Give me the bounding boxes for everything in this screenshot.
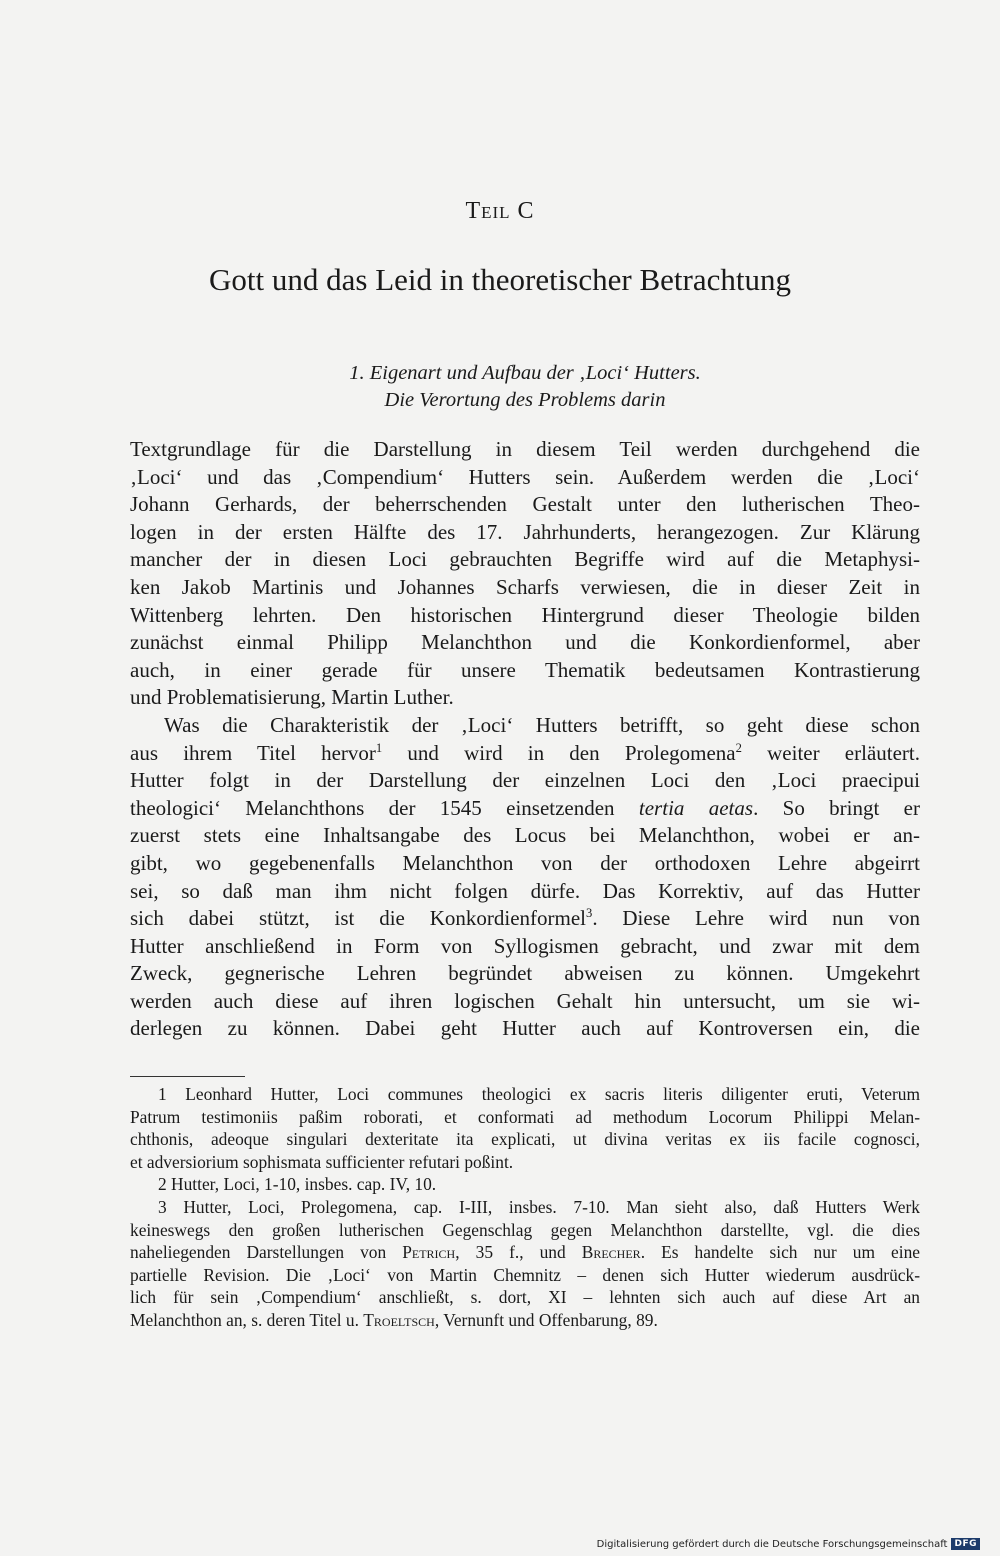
author-name: Troeltsch [363, 1309, 435, 1330]
footnote-line: 2 Hutter, Loci, 1-10, insbes. cap. IV, 10. [158, 1174, 437, 1195]
section-heading [130, 360, 920, 414]
footnote-ref: 1 [375, 740, 383, 755]
footnote-line: partielle Revision. Die ‚Loci‘ von Martin Chemnitz – denen sich Hutter wiederum ausdrück- [130, 1264, 920, 1285]
body-line: sich dabei stützt, ist die Konkordienformel$^3$. Diese Lehre wird nun von [130, 906, 920, 931]
footnote-line: 1 Leonhard Hutter, Loci communes theologici ex sacris literis diligenter eruti, Veterum [158, 1084, 920, 1104]
footnote-ref: 3 [586, 906, 593, 921]
body-line: derlegen zu können. Dabei geht Hutter auch auf Kontroversen ein, die [130, 1016, 920, 1041]
footnote-line: 3 Hutter, Loci, Prolegomena, cap. I-III, insbes. 7-10. Man sieht also, daß Hutters Werk [158, 1196, 920, 1217]
dfg-logo-icon: DFG [951, 1538, 980, 1550]
author-name: Brecher [581, 1242, 641, 1263]
body-line: aus ihrem Titel hervor$^1$ und wird in den Prolegomena$^2$ weiter erläutert. [130, 740, 920, 765]
body-line: mancher der in diesen Loci gebrauchten Begriffe wird auf die Metaphysi- [130, 547, 920, 572]
footnote-line: et adversiorium sophismata sufficienter refutari poßint. [130, 1151, 514, 1172]
body-line: Hutter anschließend in Form von Syllogismen gebracht, und zwar mit dem [130, 933, 920, 958]
body-line: Was die Charakteristik der ‚Loci‘ Hutters betrifft, so geht diese schon [164, 712, 920, 737]
body-text [130, 436, 920, 1043]
body-line: werden auch diese auf ihren logischen Gehalt hin untersucht, um sie wi- [130, 988, 920, 1013]
body-line: zuerst stets eine Inhaltsangabe des Locus bei Melanchthon, wobei er an- [130, 823, 920, 848]
body-line: Textgrundlage für die Darstellung in diesem Teil werden durchgehend die [130, 437, 920, 461]
body-line: auch, in einer gerade für unsere Thematik bedeutsamen Kontrastierung [130, 657, 920, 682]
footnote-ref: 2 [735, 740, 742, 755]
body-line: gibt, wo gegebenenfalls Melanchthon von der orthodoxen Lehre abgeirrt [130, 850, 920, 875]
body-line: Hutter folgt in der Darstellung der einzelnen Loci den ‚Loci praecipui [130, 768, 920, 793]
body-line: sei, so daß man ihm nicht folgen dürfe. Das Korrektiv, auf das Hutter [130, 878, 920, 903]
author-name: Petrich [402, 1242, 456, 1263]
body-line: zunächst einmal Philipp Melanchthon und die Konkordienformel, aber [130, 630, 920, 655]
body-line: und Problematisierung, Martin Luther. [130, 685, 454, 710]
body-line: logen in der ersten Hälfte des 17. Jahrhunderts, herangezogen. Zur Klärung [130, 519, 920, 544]
body-line: ken Jakob Martinis und Johannes Scharfs verwiesen, die in dieser Zeit in [130, 574, 920, 599]
italic-term: tertia aetas [638, 795, 754, 820]
body-line: Zweck, gegnerische Lehren begründet abweisen zu können. Umgekehrt [130, 961, 920, 986]
funding-text: Digitalisierung gefördert durch die Deutsche Forschungsgemeinschaft [596, 1538, 948, 1550]
footnote-line: lich für sein ‚Compendium‘ anschließt, s. dort, XI – lehnten sich auch auf diese Art an [130, 1287, 920, 1308]
body-line: Johann Gerhards, der beherrschenden Gestalt unter den lutherischen Theo- [130, 492, 920, 517]
footnote-line: naheliegenden Darstellungen von Petrich, 35 f., und Brecher. Es handelte sich nur um eine [130, 1242, 921, 1263]
footnote-line: chthonis, adeoque singulari dexteritate ita explicati, ut divina veritas ex iis facile cognosci, [130, 1129, 920, 1150]
footnote-line: keineswegs den großen lutherischen Gegenschlag gegen Melanchthon darstellte, vgl. die dies [130, 1219, 920, 1240]
body-line: theologici‘ Melanchthons der 1545 einsetzenden tertia aetas. So bringt er [130, 795, 920, 820]
part-label: Teil C [465, 198, 535, 224]
footnote-line: Patrum testimoniis paßim roborati, et conformati ad methodum Locorum Philippi Melan- [130, 1106, 920, 1127]
section-heading-line-2: Die Verortung des Problems darin [384, 389, 666, 411]
body-line: ‚Loci‘ und das ‚Compendium‘ Hutters sein. Außerdem werden die ‚Loci‘ [130, 464, 920, 489]
footnotes [130, 1083, 920, 1332]
section-heading-line-1: 1. Eigenart und Aufbau der ‚Loci‘ Hutters. [349, 362, 701, 384]
footnote-divider [130, 1076, 245, 1077]
footnote-line: Melanchthon an, s. deren Titel u. Troeltsch, Vernunft und Offenbarung, 89. [130, 1309, 658, 1330]
funding-banner [597, 1538, 980, 1550]
body-line: Wittenberg lehrten. Den historischen Hintergrund dieser Theologie bilden [130, 602, 920, 627]
chapter-title: Gott und das Leid in theoretischer Betrachtung [209, 262, 791, 297]
